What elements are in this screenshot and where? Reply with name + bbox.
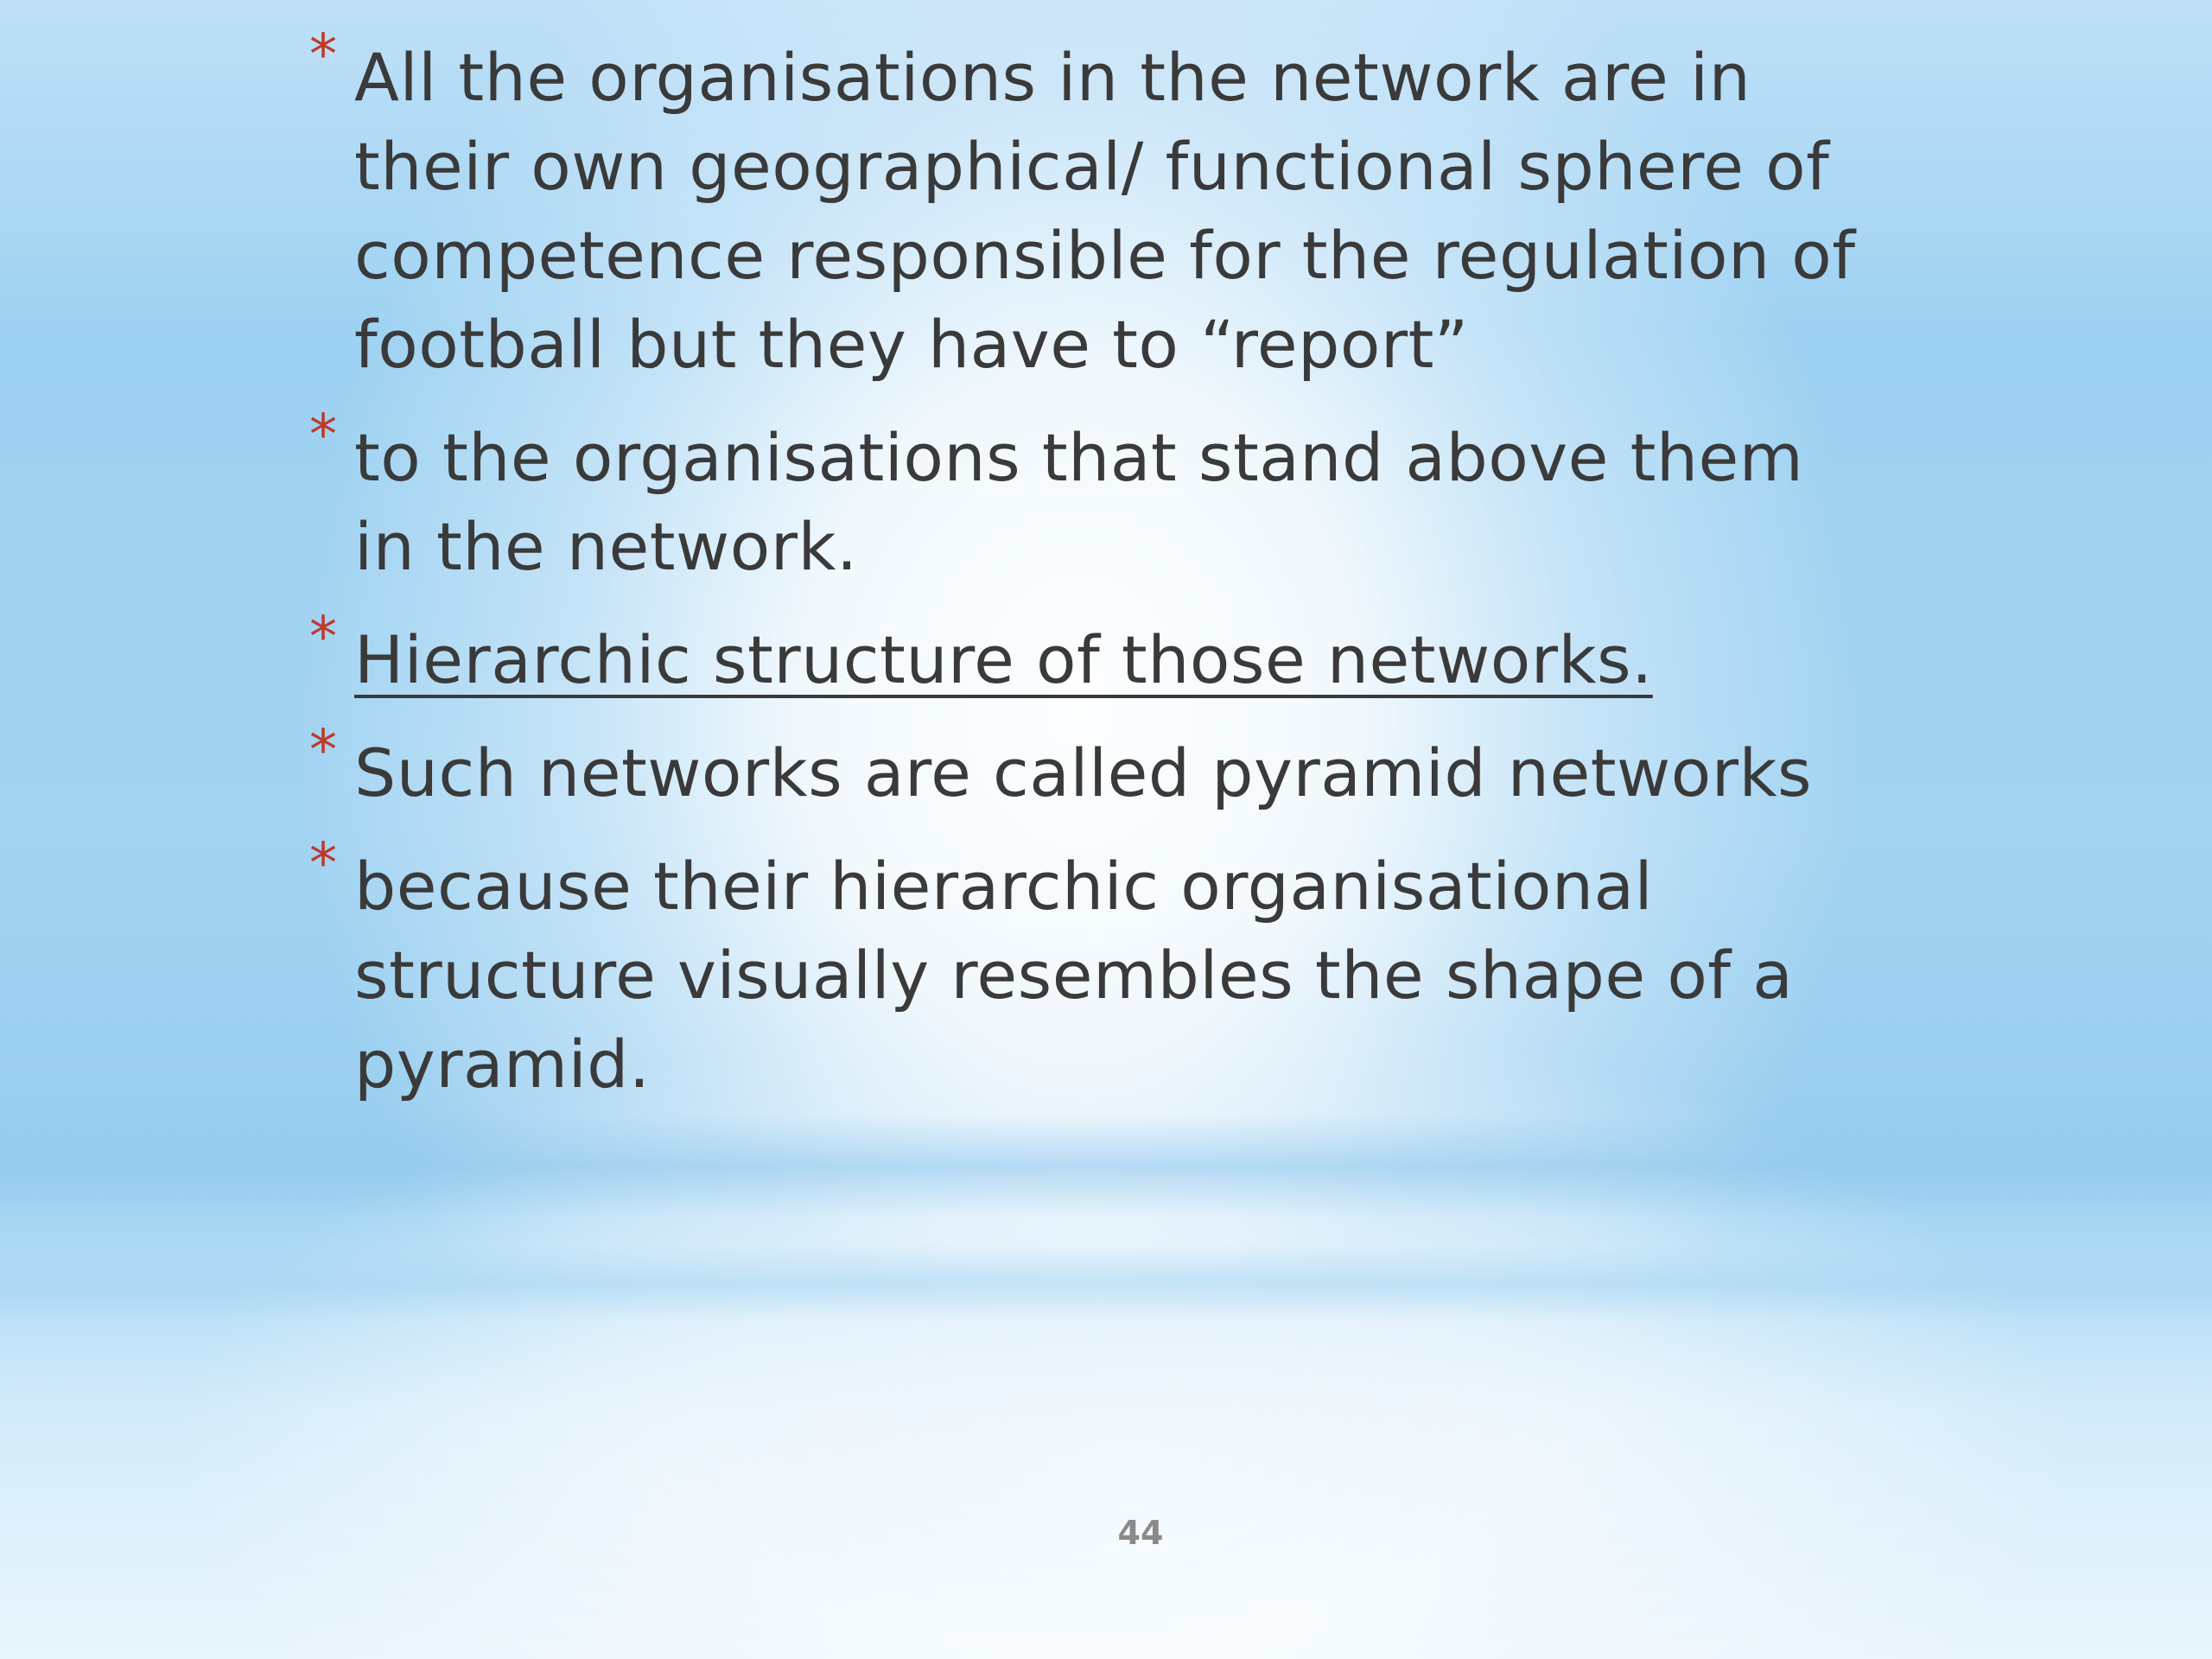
asterisk-bullet-icon: * [309, 832, 337, 896]
bullet-item-5 [309, 832, 1865, 1109]
bullet-text: All the organisations in the network are in their own geographical/ functional sphere of competence responsible for the regulation of football but they have to “report” [354, 39, 1856, 383]
bullet-item-1 [309, 23, 1865, 389]
bullet-text: to the organisations that stand above them in the network. [354, 419, 1804, 585]
bullet-item-4 [309, 719, 1865, 817]
underlined-text: Hierarchic structure of those networks. [354, 621, 1653, 698]
asterisk-bullet-icon: * [309, 23, 337, 87]
bullet-text: Such networks are called pyramid networks [354, 734, 1813, 811]
background-band [0, 1115, 2212, 1218]
asterisk-bullet-icon: * [309, 606, 337, 670]
page-number: 44 [1117, 1514, 1164, 1552]
background-band [0, 1244, 2212, 1322]
bullet-item-3 [309, 606, 1865, 704]
bullet-text: because their hierarchic organisational structure visually resembles the shape of a pyramid. [354, 848, 1794, 1103]
asterisk-bullet-icon: * [309, 719, 337, 783]
bullet-text-underlined [354, 615, 1865, 704]
bullet-item-2 [309, 404, 1865, 591]
bullet-list [309, 23, 1865, 1109]
asterisk-bullet-icon: * [309, 404, 337, 467]
